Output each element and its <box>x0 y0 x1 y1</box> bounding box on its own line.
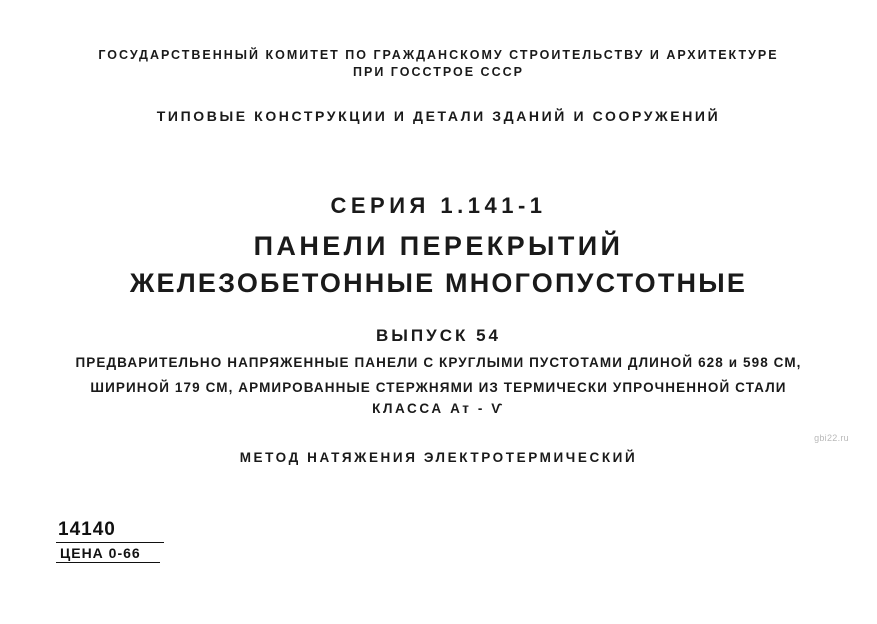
catalog-stamp <box>56 519 176 563</box>
organization-line-2: ПРИ ГОССТРОЕ СССР <box>353 65 524 79</box>
stamp-price: ЦЕНА 0-66 <box>60 545 141 561</box>
description-line-2: ШИРИНОЙ 179 СМ, АРМИРОВАННЫЕ СТЕРЖНЯМИ ИЗ ТЕРМИЧЕСКИ УПРОЧНЕННОЙ СТАЛИ <box>90 380 787 395</box>
issue-label: ВЫПУСК 54 <box>376 326 501 345</box>
series-label: СЕРИЯ 1.141-1 <box>330 193 547 218</box>
description-line-3: КЛАССА Ат - Ѵ <box>372 401 505 416</box>
stamp-number: 14140 <box>58 519 116 540</box>
method-line: МЕТОД НАТЯЖЕНИЯ ЭЛЕКТРОТЕРМИЧЕСКИЙ <box>239 450 638 465</box>
description-line-1: ПРЕДВАРИТЕЛЬНО НАПРЯЖЕННЫЕ ПАНЕЛИ С КРУГЛЫМИ ПУСТОТАМИ ДЛИНОЙ 628 и 598 СМ, <box>75 355 802 370</box>
stamp-divider <box>56 542 164 543</box>
title-line-1: ПАНЕЛИ ПЕРЕКРЫТИЙ <box>253 231 624 261</box>
organization-line-1: ГОСУДАРСТВЕННЫЙ КОМИТЕТ ПО ГРАЖДАНСКОМУ СТРОИТЕЛЬСТВУ И АРХИТЕКТУРЕ <box>98 48 779 62</box>
collection-line: ТИПОВЫЕ КОНСТРУКЦИИ И ДЕТАЛИ ЗДАНИЙ И СООРУЖЕНИЙ <box>156 108 721 124</box>
stamp-divider-bottom <box>56 562 160 563</box>
watermark-text: gbi22.ru <box>814 433 849 443</box>
title-line-2: ЖЕЛЕЗОБЕТОННЫЕ МНОГОПУСТОТНЫЕ <box>129 268 748 298</box>
